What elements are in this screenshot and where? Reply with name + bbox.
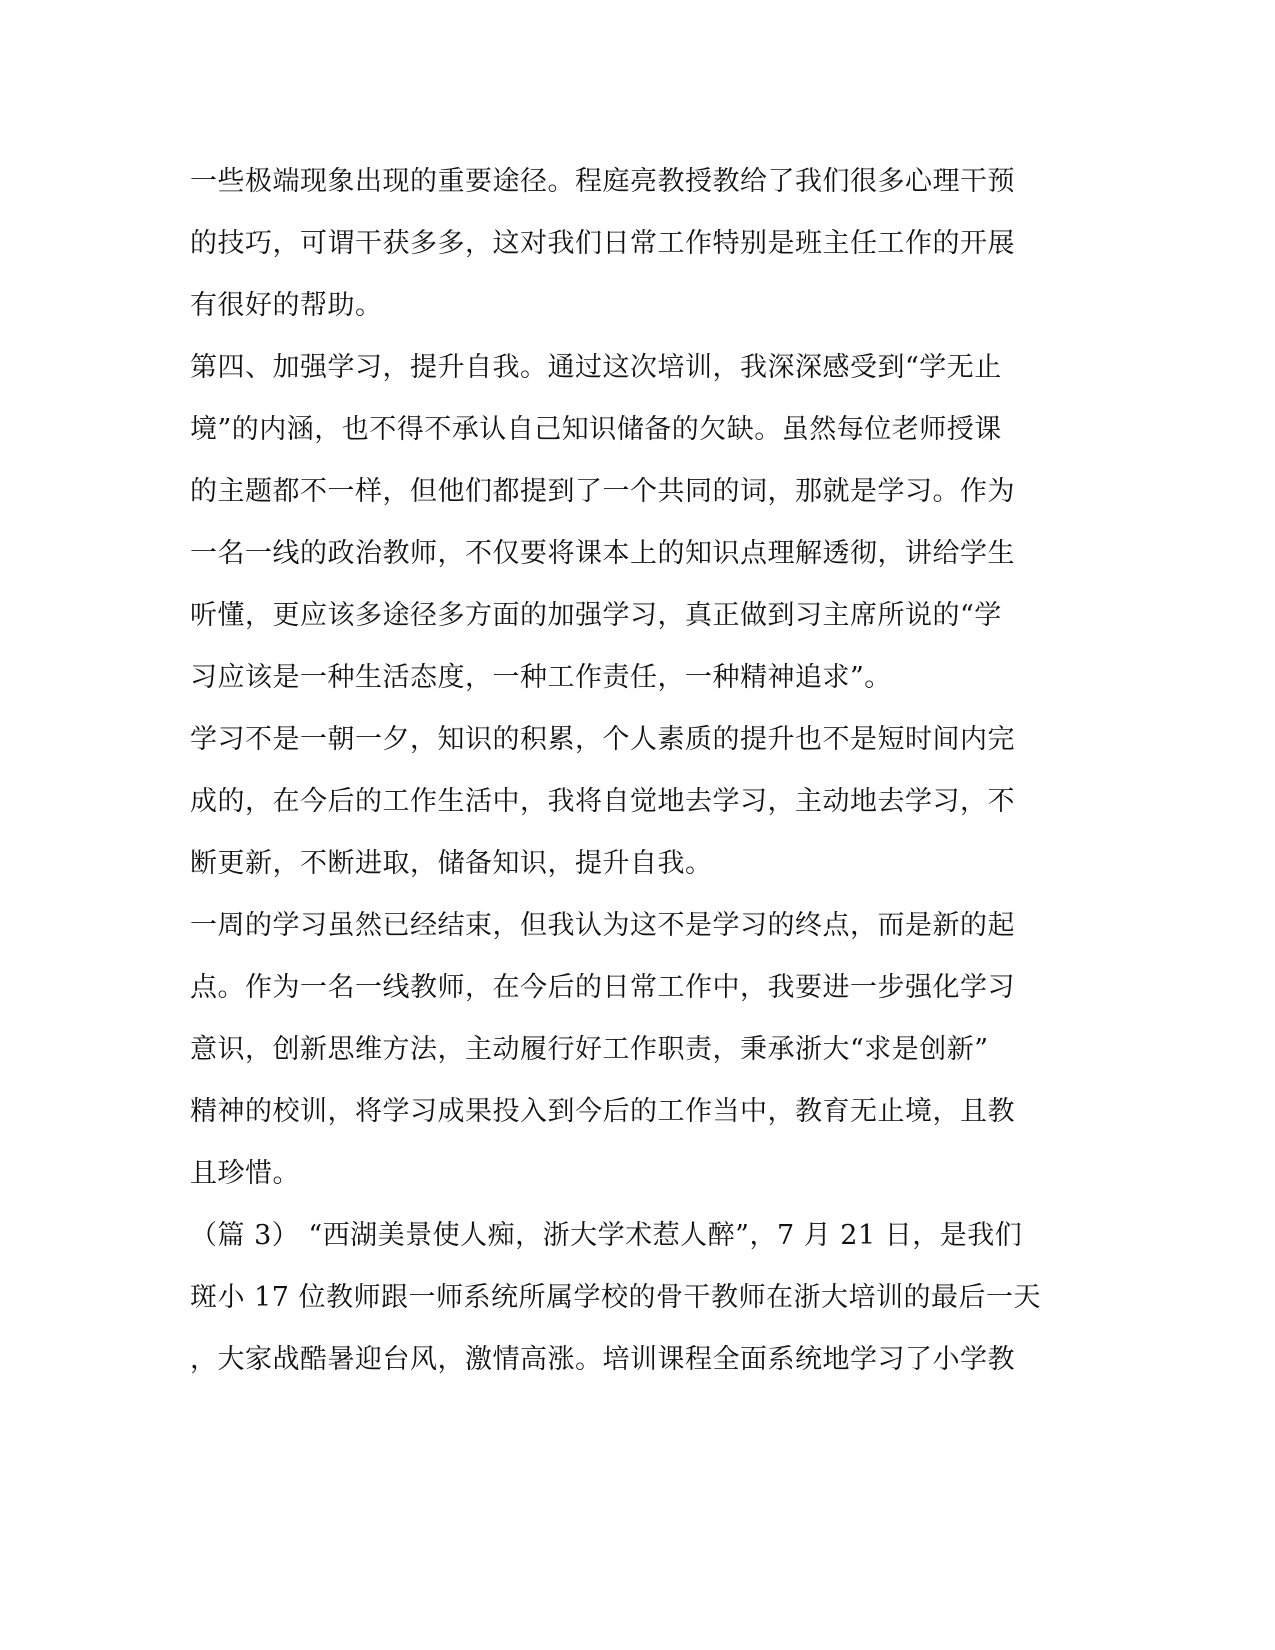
text-line: 一名一线的政治教师，不仅要将课本上的知识点理解透彻，讲给学生 (190, 538, 1015, 569)
text-line: 的主题都不一样，但他们都提到了一个共同的词，那就是学习。作为 (190, 476, 1015, 507)
text-line: 有很好的帮助。 (190, 290, 383, 321)
text-line: 一些极端现象出现的重要途径。程庭亮教授教给了我们很多心理干预 (190, 166, 1015, 197)
text-line: 且珍惜。 (190, 1158, 300, 1189)
text-line: 的技巧，可谓干获多多，这对我们日常工作特别是班主任工作的开展 (190, 228, 1015, 259)
text-line: 点。作为一名一线教师，在今后的日常工作中，我要进一步强化学习 (190, 972, 1015, 1003)
text-line: 成的，在今后的工作生活中，我将自觉地去学习，主动地去学习，不 (190, 786, 1015, 817)
text-line: 第四、加强学习，提升自我。通过这次培训，我深深感受到“学无止 (190, 352, 1002, 383)
text-line: 境”的内涵，也不得不承认自己知识储备的欠缺。虽然每位老师授课 (190, 414, 1002, 445)
text-line: 断更新，不断进取，储备知识，提升自我。 (190, 848, 713, 879)
text-line: ，大家战酷暑迎台风，激情高涨。培训课程全面系统地学习了小学教 (190, 1344, 1015, 1375)
text-line: 斑小 17 位教师跟一师系统所属学校的骨干教师在浙大培训的最后一天 (190, 1282, 1042, 1313)
text-line: 意识，创新思维方法，主动履行好工作职责，秉承浙大“求是创新” (190, 1034, 989, 1065)
text-line: （篇 3） “西湖美景使人痴，浙大学术惹人醉”，7 月 21 日，是我们 (190, 1220, 1023, 1251)
text-line: 学习不是一朝一夕，知识的积累，个人素质的提升也不是短时间内完 (190, 724, 1015, 755)
text-line: 一周的学习虽然已经结束，但我认为这不是学习的终点，而是新的起 (190, 910, 1015, 941)
text-line: 听懂，更应该多途径多方面的加强学习，真正做到习主席所说的“学 (190, 600, 1002, 631)
text-line: 习应该是一种生活态度，一种工作责任，一种精神追求”。 (190, 662, 892, 693)
text-line: 精神的校训，将学习成果投入到今后的工作当中，教育无止境，且教 (190, 1096, 1015, 1127)
